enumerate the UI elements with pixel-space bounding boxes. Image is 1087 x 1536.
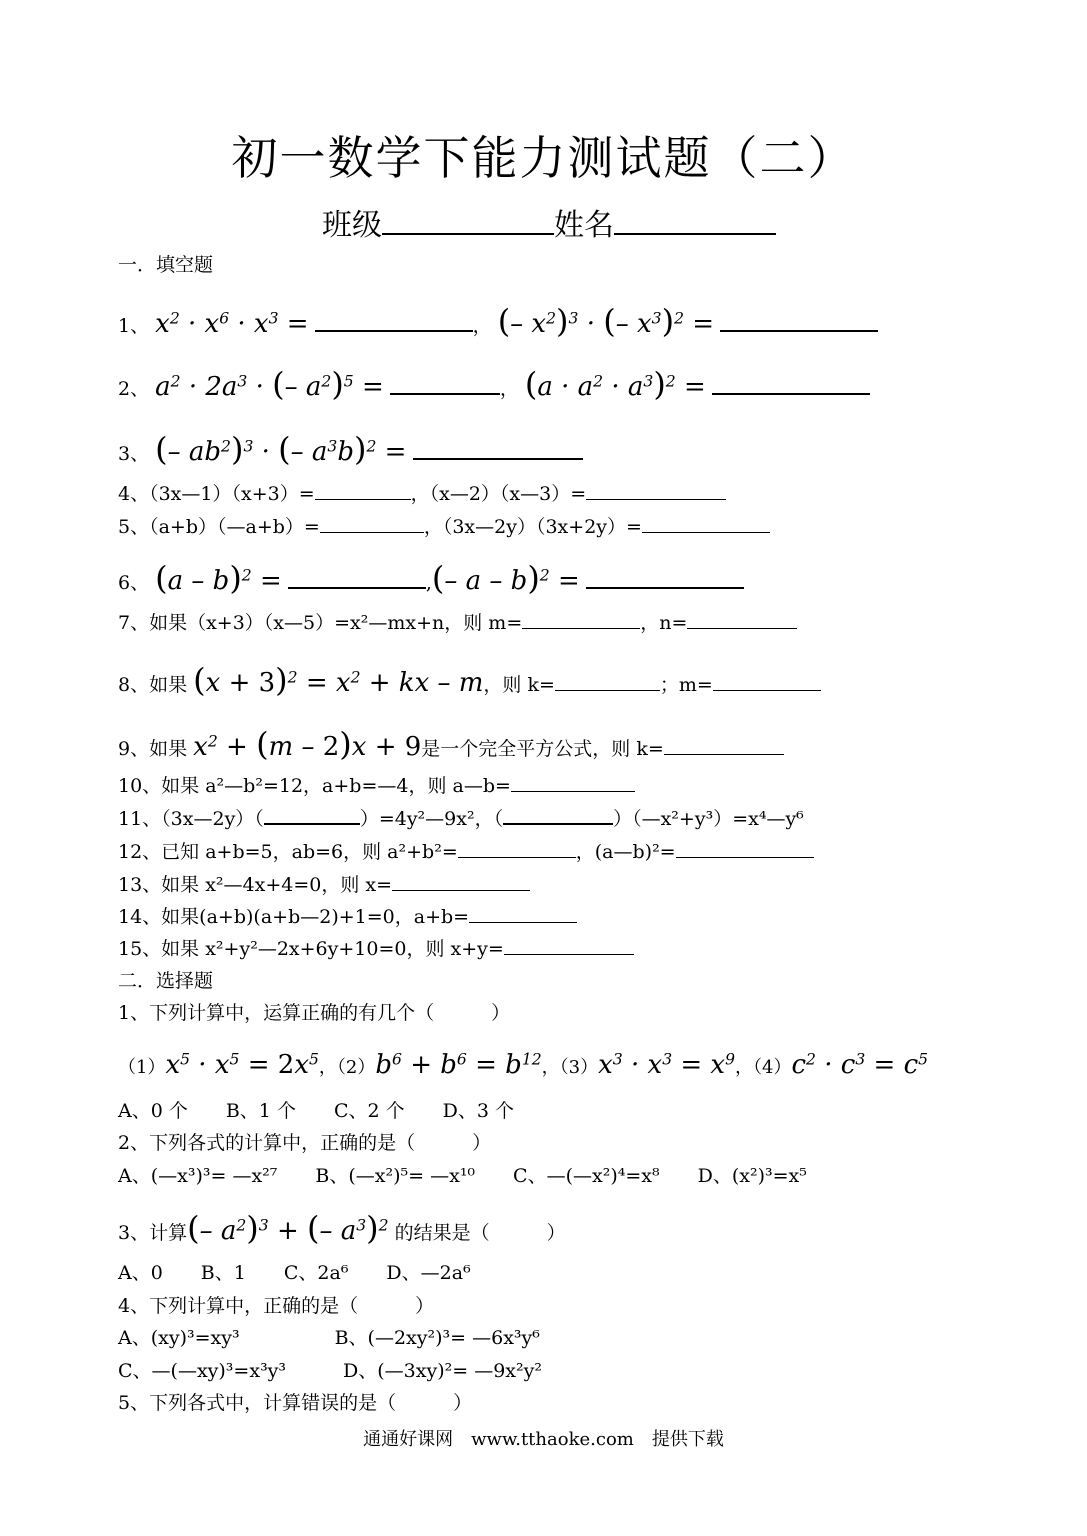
question-text: ，n=	[640, 612, 688, 634]
formula: $x^2 + (m - 2)x + 9$	[193, 725, 422, 763]
formula: $b^6 + b^6 = b^{12}$	[375, 1050, 542, 1080]
separator: ，	[472, 315, 492, 337]
answer-blank[interactable]	[555, 689, 660, 691]
question-text: ）（—x²+y³）=x⁴—y⁶	[613, 808, 804, 830]
formula: $x^3 \cdot x^3 = x^9$	[598, 1050, 736, 1080]
question-text: 3、计算	[118, 1222, 188, 1244]
answer-blank[interactable]	[712, 392, 870, 395]
question-text: 12、已知 a+b=5，ab=6，则 a²+b²=	[118, 841, 458, 863]
question-text: 是一个完全平方公式，则 k=	[421, 738, 664, 760]
question-text: 8、如果	[118, 674, 188, 696]
choice-question-3	[118, 1209, 566, 1247]
question-number: 3、	[118, 443, 150, 465]
answer-blank[interactable]	[390, 392, 500, 395]
question-7	[118, 614, 797, 633]
answer-blank[interactable]	[315, 329, 473, 332]
class-name-line	[322, 200, 776, 244]
answer-blank[interactable]	[504, 953, 634, 955]
question-text: 15、如果 x²+y²—2x+6y+10=0，则 x+y=	[118, 938, 504, 960]
answer-blank[interactable]	[664, 753, 784, 755]
answer-blank[interactable]	[288, 586, 426, 589]
question-12	[118, 843, 814, 862]
formula: (– $ab^2)^3$ · (– $a^3b)^2$ =	[155, 430, 407, 468]
question-1	[118, 302, 878, 340]
question-text: 13、如果 x²—4x+4=0，则 x=	[118, 874, 393, 896]
section-fill-blank-heading: 一．填空题	[118, 254, 214, 276]
question-text: ，（x—2）（x—3）=	[410, 483, 587, 505]
question-text: ，（3x—2y）（3x+2y）=	[423, 516, 642, 538]
answer-blank[interactable]	[458, 856, 576, 858]
answer-blank[interactable]	[713, 689, 821, 691]
item-label: ，（2）	[318, 1057, 376, 1078]
question-15	[118, 940, 634, 959]
question-number: 1、	[118, 315, 150, 337]
question-6	[118, 559, 744, 597]
answer-blank[interactable]	[586, 586, 744, 589]
answer-blank[interactable]	[413, 457, 583, 460]
separator: ，	[499, 378, 519, 400]
question-text: 7、如果（x+3）（x—5）=x²—mx+n，则 m=	[118, 612, 523, 634]
question-8	[118, 661, 821, 699]
answer-blank[interactable]	[720, 329, 878, 332]
name-blank[interactable]	[614, 232, 776, 235]
formula: $x^5 \cdot x^5 = 2x^5$	[165, 1050, 319, 1080]
choice-question-2: 2、下列各式的计算中，正确的是（ ）	[118, 1132, 492, 1154]
question-text: ，(a—b)²=	[575, 841, 676, 863]
page-footer: 通通好课网 www.tthaoke.com 提供下载	[363, 1429, 724, 1450]
answer-blank[interactable]	[586, 498, 726, 500]
formula: $(x + 3)^2 = x^2$ + kx – m	[193, 661, 484, 699]
name-label: 姓名	[554, 208, 614, 243]
formula: $c^2 \cdot c^3 = c^5$	[791, 1050, 929, 1080]
formula: (a – b)$^2$ =	[155, 559, 282, 597]
choice-4-options-cd[interactable]: C、—(—xy)³=x³y³ D、(—3xy)²= —9x²y²	[118, 1360, 542, 1382]
separator: ,	[425, 572, 432, 594]
answer-blank[interactable]	[320, 531, 424, 533]
question-text: 14、如果(a+b)(a+b—2)+1=0，a+b=	[118, 906, 470, 928]
question-text: 5、（a+b）（—a+b）=	[118, 516, 320, 538]
choice-2-options[interactable]: A、(—x³)³= —x²⁷ B、(—x²)⁵= —x¹⁰ C、—(—x²)⁴=x⁸ D、(x²)³=x⁵	[118, 1165, 807, 1187]
question-9	[118, 725, 784, 763]
answer-blank[interactable]	[511, 790, 635, 792]
choice-1-items	[118, 1052, 928, 1078]
formula: $a^2 \cdot 2a^3$ · (– $a^2)^5$ =	[155, 365, 384, 403]
answer-blank[interactable]	[264, 822, 360, 825]
page-title: 初一数学下能力测试题（二）	[231, 131, 856, 185]
question-5	[118, 518, 770, 537]
choice-question-4: 4、下列计算中，正确的是（ ）	[118, 1295, 435, 1317]
formula: (– $x^2)^3$ · (– $x^3)^2$ =	[497, 302, 715, 340]
question-text: 11、（3x—2y）（	[118, 808, 264, 830]
choice-1-options[interactable]: A、0 个 B、1 个 C、2 个 D、3 个	[118, 1100, 514, 1122]
question-3	[118, 430, 583, 468]
item-label: （1）	[118, 1057, 166, 1078]
question-text: 的结果是（ ）	[394, 1222, 566, 1244]
choice-question-5: 5、下列各式中，计算错误的是（ ）	[118, 1392, 473, 1414]
question-text: ；m=	[659, 674, 713, 696]
answer-blank[interactable]	[469, 921, 577, 923]
question-text: 4、（3x—1）（x+3）=	[118, 483, 315, 505]
formula: (– $a^2)^3$ + (– $a^3)^2$	[187, 1209, 389, 1247]
formula: $x^2 \cdot x^6 \cdot x^3$ =	[155, 309, 309, 339]
answer-blank[interactable]	[676, 856, 814, 858]
formula: (– a – b)$^2$ =	[431, 559, 580, 597]
question-10	[118, 777, 635, 796]
answer-blank[interactable]	[503, 822, 613, 825]
choice-question-1: 1、下列计算中，运算正确的有几个（ ）	[118, 1002, 511, 1024]
question-text: ，则 k=	[483, 674, 555, 696]
question-13	[118, 876, 530, 895]
question-number: 2、	[118, 378, 150, 400]
answer-blank[interactable]	[522, 627, 640, 629]
question-text: 9、如果	[118, 738, 188, 760]
question-text: ）=4y²—9x²，（	[359, 808, 504, 830]
answer-blank[interactable]	[392, 889, 530, 891]
item-label: ，（3）	[541, 1057, 599, 1078]
question-text: 10、如果 a²—b²=12，a+b=—4，则 a—b=	[118, 775, 511, 797]
answer-blank[interactable]	[687, 627, 797, 629]
choice-4-options-ab[interactable]: A、(xy)³=xy³ B、(—2xy²)³= —6x³y⁶	[118, 1327, 540, 1349]
answer-blank[interactable]	[642, 531, 770, 533]
question-11	[118, 810, 804, 829]
formula: $(a \cdot a^2 \cdot a^3)^2$ =	[524, 365, 706, 403]
question-number: 6、	[118, 572, 150, 594]
item-label: ，（4）	[735, 1057, 792, 1078]
section-choice-heading: 二．选择题	[118, 970, 214, 992]
answer-blank[interactable]	[315, 498, 411, 500]
class-label: 班级	[322, 208, 382, 243]
question-14	[118, 908, 577, 927]
class-blank[interactable]	[382, 232, 554, 235]
question-2	[118, 365, 870, 403]
choice-3-options[interactable]: A、0 B、1 C、2a⁶ D、—2a⁶	[118, 1262, 471, 1284]
question-4	[118, 485, 726, 504]
